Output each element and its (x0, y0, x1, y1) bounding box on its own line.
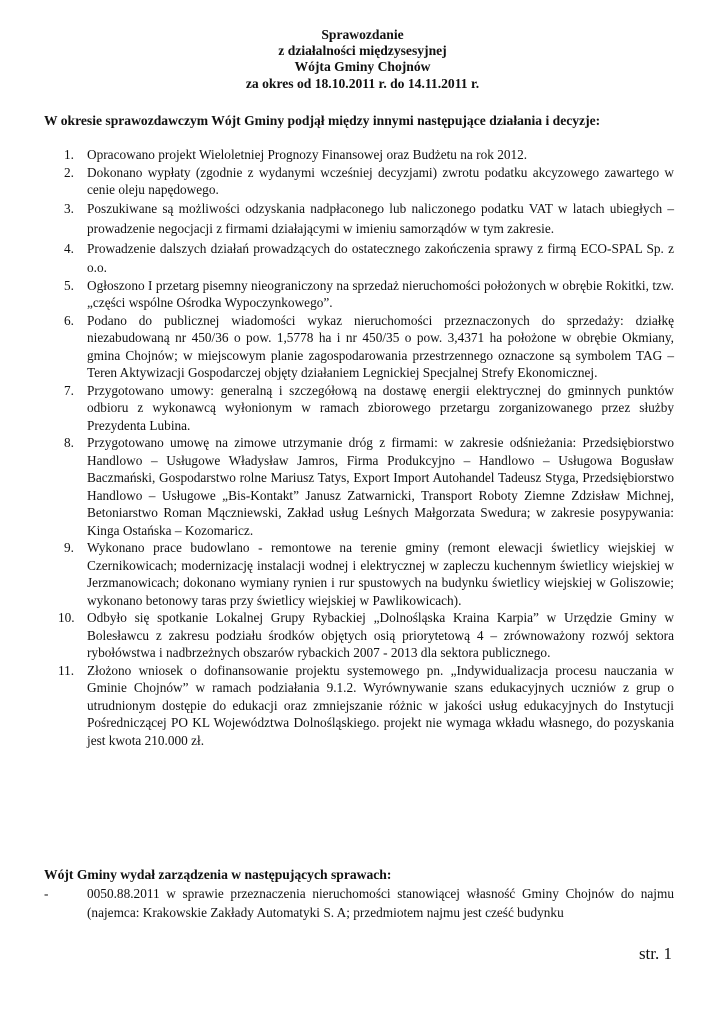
list-item-text: Złożono wniosek o dofinansowanie projektu systemowego pn. „Indywidualizacja procesu nauczania w Gminie Chojnów” w ramach podziałania 9.1.2. Wyrównywanie szans edukacyjnych uczniów z grup o utrudnionym dostępie do edukacji oraz zmniejszanie różnic w jakości usług edukacyjnych do Instytucji Pośredniczącej PO KL Województwa Dolnośląskiego. projekt nie wymaga wkładu własnego, do pozyskania jest kwota 210.000 zł. (87, 662, 674, 748)
title-line-2: z działalności międzysesyjnej (278, 43, 447, 59)
title-line-3: Wójta Gminy Chojnów (294, 59, 431, 75)
order-entry (44, 884, 674, 922)
list-item-text: Opracowano projekt Wieloletniej Prognozy Finansowej oraz Budżetu na rok 2012. (87, 147, 528, 162)
list-item-text: Przygotowano umowy: generalną i szczegółową na dostawę energii elektrycznej do gminnych punktów odbioru z wykonawcą wyłonionym w ramach zbiorowego przetargu zorganizowanego przez służby Prezydenta Lubina. (87, 382, 674, 433)
list-item (44, 382, 674, 435)
list-item-number: 5. (64, 277, 74, 293)
list-item-number: 10. (58, 610, 75, 625)
list-item (44, 609, 674, 662)
dash-marker: - (44, 886, 49, 901)
list-item-text: Dokonano wypłaty (zgodnie z wydanymi wcześniej decyzjami) zwrotu podatku akcyzowego zawartego w cenie oleju napędowego. (87, 164, 674, 197)
list-item (44, 277, 674, 312)
list-item (44, 662, 674, 750)
list-item-number: 1. (64, 147, 74, 162)
list-item (44, 539, 674, 609)
list-item-number: 9. (64, 540, 74, 555)
list-item-text: Odbyło się spotkanie Lokalnej Grupy Rybackiej „Dolnośląska Kraina Karpia” w Urzędzie Gminy w Bolesławcu z zakresu podziału środków objętych osią priorytetową 4 – zrównoważony rozwój sektora rybołówstwa i nadbrzeżnych obszarów rybackich 2007 - 2013 dla sektora publicznego. (87, 610, 674, 660)
list-item (44, 239, 674, 277)
orders-heading: Wójt Gminy wydał zarządzenia w następujących sprawach: (44, 867, 392, 882)
list-item-number: 8. (64, 435, 74, 450)
title-line-1: Sprawozdanie (321, 27, 404, 42)
list-item-number: 7. (64, 382, 74, 398)
list-item (44, 146, 674, 164)
report-title (0, 27, 725, 92)
list-item (44, 312, 674, 382)
title-line-4: za okres od 18.10.2011 r. do 14.11.2011 r. (245, 75, 480, 91)
list-item-number: 11. (58, 662, 75, 678)
intro-paragraph: W okresie sprawozdawczym Wójt Gminy podjął między innymi następujące działania i decyzje: (44, 113, 601, 128)
list-item-number: 4. (64, 240, 74, 256)
list-item-text: Poszukiwane są możliwości odzyskania nadpłaconego lub naliczonego podatku VAT w latach ubiegłych – prowadzenie negocjacji z firmami działającymi w imieniu samorządów w tym zakresie. (87, 200, 674, 236)
list-item-text: Prowadzenie dalszych działań prowadzących do ostatecznego zakończenia sprawy z firmą ECO-SPAL Sp. z o.o. (87, 240, 674, 275)
list-item-text: Przygotowano umowę na zimowe utrzymanie dróg z firmami: w zakresie odśnieżania: Przedsiębiorstwo Handlowo – Usługowe Władysław Jamros, Firma Produkcyjno – Handlowo – Usługowa Bogusław Baczmański, Gospodarstwo rolne Mariusz Tatys, Export Import Autohandel Tadeusz Styga, Przedsiębiorstwo Handlowo – Usługowe „Bis-Kontakt” Janusz Zatwarnicki, Transport Roboty Ziemne Zdzisław Michnej, Betoniarstwo Roman Mączniewski, Zakład usług Leśnych Małgorzata Swedura; w zakresie posypywania: Kinga Ostańska – Kozomaricz. (87, 435, 674, 538)
list-item-text: Ogłoszono I przetarg pisemny nieograniczony na sprzedaż nieruchomości położonych w obrębie Rokitki, tzw. „części wspólne Ośrodka Wypoczynkowego”. (87, 277, 674, 310)
list-item (44, 199, 674, 239)
order-entry-text: 0050.88.2011 w sprawie przeznaczenia nieruchomości stanowiącej własność Gminy Chojnów do najmu (najemca: Krakowskie Zakłady Automatyki S. A; przedmiotem najmu jest cześć budynku (87, 886, 674, 920)
list-item-number: 3. (64, 200, 74, 216)
list-item-number: 6. (64, 312, 74, 328)
actions-list (44, 146, 674, 749)
list-item-number: 2. (64, 164, 74, 180)
page-number: str. 1 (638, 944, 672, 963)
list-item-text: Wykonano prace budowlano - remontowe na terenie gminy (remont elewacji świetlicy wiejskiej w Czernikowicach; modernizację instalacji wodnej i elektrycznej w zapleczu kuchennym świetlicy wiejskiej w Jerzmanowicach; dokonano wymiany rynien i rur spustowych na budynku świetlicy wiejskiej w Goliszowie; wykonano betonowy taras przy świetlicy wiejskiej w Pawlikowicach). (87, 540, 674, 608)
list-item (44, 434, 674, 539)
list-item (44, 164, 674, 199)
list-item-text: Podano do publicznej wiadomości wykaz nieruchomości przeznaczonych do sprzedaży: działkę niezabudowaną nr 450/36 o pow. 1,5778 ha i nr 450/35 o pow. 3,4371 ha położone w obrębie Okmiany, gmina Chojnów; w miejscowym planie zagospodarowania przestrzennego oznaczone są symbolem TAG – Teren Aktywizacji Gospodarczej objęty działaniem Legnickiej Specjalnej Strefy Ekonomicznej. (87, 312, 674, 380)
